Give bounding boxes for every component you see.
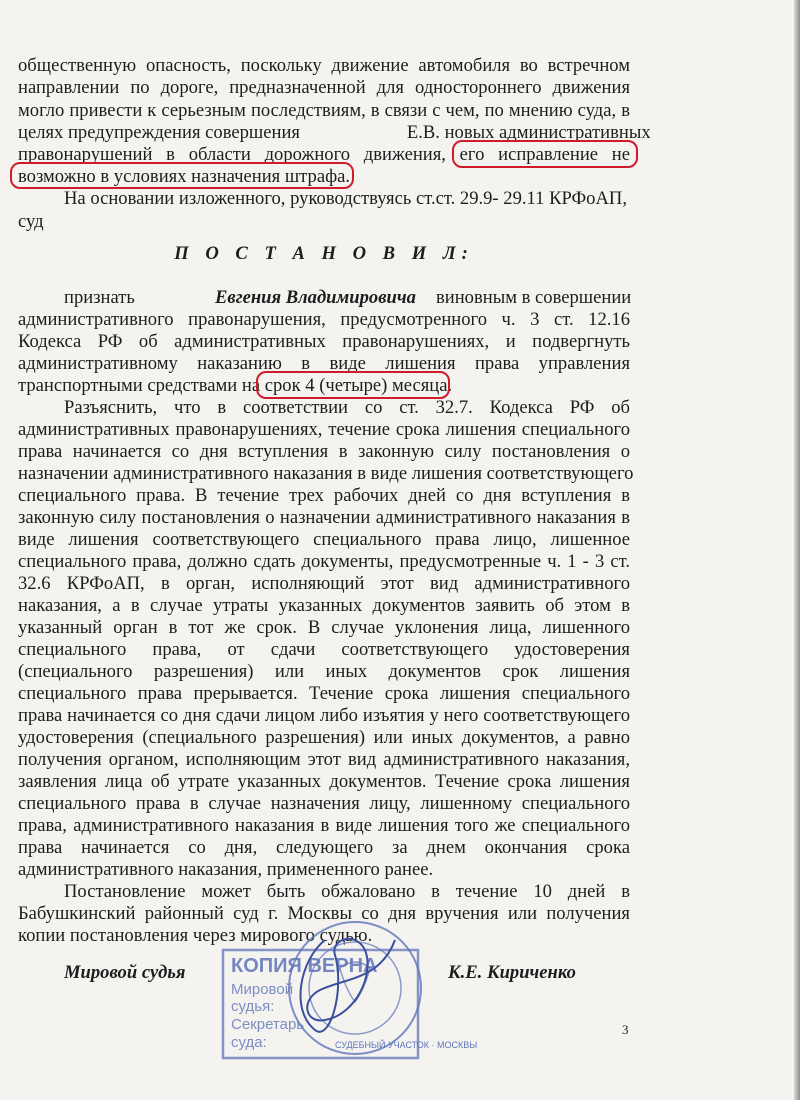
text-line: административному наказанию в виде лишения права управления [18,353,630,374]
text-line: Разъяснить, что в соответствии со ст. 32.7. Кодекса РФ об [64,397,630,418]
text-line: 32.6 КРФоАП, в орган, исполняющий этот вид административного [18,573,630,594]
text-line: специального права. В течение трех рабочих дней со дня вступления в [18,485,630,506]
text-line: (специального разрешения) или иных документов срок лишения [18,661,630,682]
text-line: специального права прерывается. Течение срока лишения специального [18,683,630,704]
text-line: направлении по дороге, предназначенной для одностороннего движения [18,77,630,98]
text-line: административных правонарушениях, течение срока лишения специального [18,419,630,440]
text-line: указанный орган в тот же срок. В случае уклонения лица, лишенного [18,617,630,638]
text-line: права начинается со дня, следующего за днем окончания срока [18,837,630,858]
court-stamp [205,920,478,1060]
stamp-header: КОПИЯ ВЕРНА [231,955,378,977]
text-line: Бабушкинский районный суд г. Москвы со дня вручения или получения [18,903,630,924]
text-line: удостоверения (специального разрешения) или иных документов, а равно [18,727,630,748]
verdict-suffix: виновным в совершении [436,287,632,308]
text-line: права начинается со дня сдачи лицом либо изъятия у него соответствующего [18,705,630,726]
text-line: получения органом, исполняющим этот вид административного наказания, [18,749,630,770]
stamp-line: Мировой [231,981,294,998]
signature-right-name: К.Е. Кириченко [448,962,576,983]
text-line: возможно в условиях назначения штрафа. [18,166,351,187]
basis-line-2: суд [18,211,44,232]
text-line: виде лишения соответствующего специального права лицо, лишенное [18,529,630,550]
scan-edge [794,0,800,1100]
text-line: специального права, должно сдать документы, предусмотренные ч. 1 - 3 ст. [18,551,630,572]
text-line: права начинается со дня вступления в законную силу постановления о [18,441,630,462]
text-line: права, административного наказания в виде лишения того же специального [18,815,630,836]
text-line: Кодекса РФ об административных правонарушениях, и подвергнуть [18,331,630,352]
signature-scribble [301,939,395,1032]
verdict-prefix: признать [64,287,135,308]
text-line: административного правонарушения, предусмотренного ч. 3 ст. 12.16 [18,309,630,330]
stamp-line: Секретарь [231,1016,305,1033]
seal-text: СУДЕБНЫЙ УЧАСТОК · МОСКВЫ [335,1040,478,1050]
text-line: заявления лица об утрате указанных документов. Течение срока лишения [18,771,630,792]
stamp-line: суда: [231,1034,267,1051]
text-line: административного наказания, примененного ранее. [18,859,434,880]
verdict-name: Евгения Владимировича [215,287,416,308]
text-line: специального права, от сдачи соответствующего удостоверения [18,639,630,660]
text-line: могло привести к серьезным последствиям, в связи с чем, по мнению суда, в [18,100,630,121]
text-line: копии постановления через мирового судью. [18,925,373,946]
page-number: 3 [622,1022,629,1037]
text-line: Постановление может быть обжаловано в течение 10 дней в [64,881,630,902]
text-line: назначении административного наказания в виде лишения соответствующего [18,463,634,484]
text-line: наказания, а в случае утраты указанных документов заявить об этом в [18,595,630,616]
basis-line: На основании изложенного, руководствуясь ст.ст. 29.9- 29.11 КРФоАП, [64,188,627,209]
signature-left-label: Мировой судья [64,962,186,983]
text-line: транспортными средствами на срок 4 (четыре) месяца. [18,375,453,396]
stamp-line: судья: [231,998,275,1015]
text-line: правонарушений в области дорожного движения, его исправление не [18,144,630,165]
decision-title: П О С Т А Н О В И Л: [174,243,474,264]
text-line: целях предупреждения совершения Е.В. новых административных [18,122,651,143]
text-line: общественную опасность, поскольку движение автомобиля во встречном [18,55,630,76]
text-line: законную силу постановления о назначении административного наказания в [18,507,630,528]
text-line: специального права в случае назначения лицу, лишенному специального [18,793,630,814]
